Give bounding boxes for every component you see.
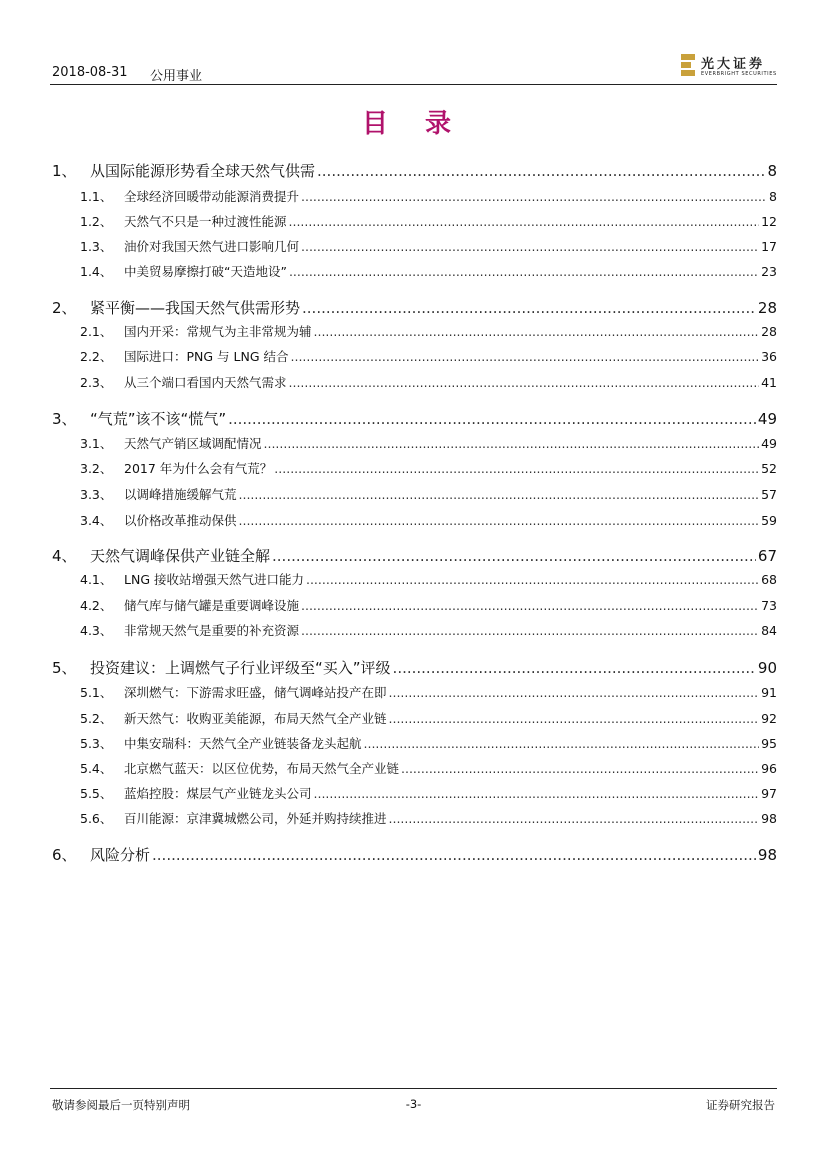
toc-entry-number: 2、 [52,299,77,317]
toc-entry-title: 深圳燃气：下游需求旺盛，储气调峰站投产在即 [124,685,387,700]
everbright-logo [681,52,777,80]
toc-entry-title: 从三个端口看国内天然气需求 [124,375,287,390]
toc-section-entry[interactable] [50,408,777,429]
toc-section-entry[interactable] [50,657,777,678]
toc-entry-page: 52 [761,461,777,476]
toc-entry-number: 5.3、 [80,736,113,751]
page-number: -3- [405,1097,422,1111]
toc-entry-title: 国内开采：常规气为主非常规为辅 [124,324,312,339]
toc-dot-leader [301,598,759,613]
toc-subsection-entry[interactable] [50,347,777,365]
toc-entry-page: 92 [761,711,777,726]
disclaimer-note: 敬请参阅最后一页特别声明 [52,1098,190,1112]
toc-section-entry[interactable] [50,844,777,865]
toc-entry-number: 5.2、 [80,711,113,726]
toc-entry-page: 96 [761,761,777,776]
toc-entry-number: 5.5、 [80,786,113,801]
toc-entry-page: 12 [761,214,777,229]
toc-entry-page: 17 [761,239,777,254]
toc-entry-number: 1.1、 [80,189,113,204]
toc-entry-title: 天然气产销区域调配情况 [124,436,262,451]
toc-entry-title: 新天然气：收购亚美能源，布局天然气全产业链 [124,711,387,726]
toc-entry-number: 3.2、 [80,461,113,476]
toc-dot-leader [364,736,760,751]
toc-entry-page: 98 [761,811,777,826]
toc-entry-title: 蓝焰控股：煤层气产业链龙头公司 [124,786,312,801]
toc-dot-leader [291,349,760,364]
logo-mark-icon [681,54,695,76]
toc-entry-number: 4.2、 [80,598,113,613]
toc-entry-page: 8 [767,162,777,180]
page-header [50,50,777,85]
toc-subsection-entry[interactable] [50,809,777,827]
toc-entry-title: 国际进口：PNG 与 LNG 结合 [124,349,289,364]
toc-subsection-entry[interactable] [50,459,777,477]
toc-section-entry[interactable] [50,160,777,181]
toc-subsection-entry[interactable] [50,511,777,529]
logo-english-name: EVERBRIGHT SECURITIES [701,71,777,77]
toc-section-entry[interactable] [50,297,777,318]
toc-subsection-entry[interactable] [50,683,777,701]
toc-entry-number: 3.1、 [80,436,113,451]
toc-dot-leader [306,572,759,587]
toc-entry-page: 73 [761,598,777,613]
toc-subsection-entry[interactable] [50,373,777,391]
toc-dot-leader [389,685,760,700]
toc-dot-leader [393,659,756,677]
toc-entry-title: “气荒”该不该“慌气” [90,410,227,428]
toc-dot-leader [401,761,759,776]
toc-entry-title: 从国际能源形势看全球天然气供需 [90,162,316,180]
toc-entry-number: 3.3、 [80,487,113,502]
toc-dot-leader [239,513,760,528]
toc-entry-title: 储气库与储气罐是重要调峰设施 [124,598,300,613]
toc-subsection-entry[interactable] [50,322,777,340]
toc-entry-page: 59 [761,513,777,528]
toc-dot-leader [389,811,760,826]
toc-title: 目 录 [361,109,466,139]
toc-subsection-entry[interactable] [50,262,777,280]
toc-entry-page: 91 [761,685,777,700]
toc-entry-title: 风险分析 [90,846,151,864]
toc-subsection-entry[interactable] [50,434,777,452]
toc-dot-leader [301,239,759,254]
toc-entry-title: 投资建议：上调燃气子行业评级至“买入”评级 [90,659,391,677]
toc-dot-leader [289,214,760,229]
toc-entry-page: 84 [761,623,777,638]
toc-dot-leader [239,487,760,502]
toc-entry-number: 5.1、 [80,685,113,700]
report-type: 证券研究报告 [706,1098,775,1112]
report-date: 2018-08-31 [52,65,128,80]
toc-entry-title: 百川能源：京津冀城燃公司，外延并购持续推进 [124,811,387,826]
toc-dot-leader [314,324,760,339]
toc-entry-page: 98 [757,846,777,864]
toc-dot-leader [274,461,759,476]
toc-entry-number: 4、 [52,547,77,565]
toc-dot-leader [314,786,760,801]
toc-entry-number: 2.2、 [80,349,113,364]
toc-entry-page: 90 [757,659,777,677]
toc-entry-number: 3、 [52,410,77,428]
toc-dot-leader [389,711,760,726]
toc-subsection-entry[interactable] [50,621,777,639]
toc-dot-leader [301,623,759,638]
toc-entry-title: 油价对我国天然气进口影响几何 [124,239,300,254]
toc-subsection-entry[interactable] [50,596,777,614]
toc-entry-title: 中美贸易摩擦打破“天造地设” [124,264,287,279]
toc-entry-title: 2017 年为什么会有气荒？ [124,461,273,476]
toc-entry-number: 1.4、 [80,264,113,279]
toc-entry-number: 1、 [52,162,77,180]
toc-entry-number: 5.4、 [80,761,113,776]
toc-subsection-entry[interactable] [50,485,777,503]
toc-entry-page: 57 [761,487,777,502]
toc-entry-number: 2.3、 [80,375,113,390]
logo-chinese-name: 光大证券 [701,57,766,72]
toc-entry-page: 28 [757,299,777,317]
toc-entry-title: 非常规天然气是重要的补充资源 [124,623,300,638]
toc-entry-page: 28 [761,324,777,339]
toc-entry-number: 1.2、 [80,214,113,229]
toc-dot-leader [302,299,756,317]
toc-dot-leader [272,547,756,565]
toc-entry-number: 6、 [52,846,77,864]
toc-section-entry[interactable] [50,545,777,566]
toc-entry-title: 天然气不只是一种过渡性能源 [124,214,287,229]
toc-entry-page: 49 [757,410,777,428]
toc-entry-number: 1.3、 [80,239,113,254]
toc-entry-page: 49 [761,436,777,451]
toc-entry-page: 67 [757,547,777,565]
toc-entry-page: 36 [761,349,777,364]
toc-entry-number: 4.3、 [80,623,113,638]
toc-entry-title: 以调峰措施缓解气荒 [124,487,237,502]
toc-dot-leader [289,375,760,390]
toc-entry-title: LNG 接收站增强天然气进口能力 [124,572,304,587]
toc-subsection-entry[interactable] [50,187,777,205]
toc-dot-leader [152,846,756,864]
toc-entry-page: 95 [761,736,777,751]
toc-dot-leader [264,436,760,451]
toc-entry-page: 68 [761,572,777,587]
toc-entry-number: 5、 [52,659,77,677]
toc-dot-leader [289,264,759,279]
toc-subsection-entry[interactable] [50,759,777,777]
page-footer [50,1088,777,1112]
report-sector: 公用事业 [150,69,203,84]
toc-entry-title: 天然气调峰保供产业链全解 [90,547,271,565]
toc-entry-title: 紧平衡——我国天然气供需形势 [90,299,301,317]
toc-entry-page: 97 [761,786,777,801]
toc-entry-number: 4.1、 [80,572,113,587]
toc-dot-leader [228,410,756,428]
toc-entry-page: 8 [769,189,777,204]
toc-subsection-entry[interactable] [50,237,777,255]
toc-subsection-entry[interactable] [50,212,777,230]
toc-entry-title: 全球经济回暖带动能源消费提升 [124,189,300,204]
toc-subsection-entry[interactable] [50,570,777,588]
toc-entry-title: 中集安瑞科：天然气全产业链装备龙头起航 [124,736,362,751]
toc-entry-number: 3.4、 [80,513,113,528]
toc-subsection-entry[interactable] [50,784,777,802]
toc-dot-leader [301,189,767,204]
toc-entry-page: 41 [761,375,777,390]
toc-entry-number: 2.1、 [80,324,113,339]
toc-entry-page: 23 [761,264,777,279]
toc-subsection-entry[interactable] [50,709,777,727]
toc-entry-title: 以价格改革推动保供 [124,513,237,528]
toc-entry-number: 5.6、 [80,811,113,826]
toc-dot-leader [317,162,765,180]
toc-entry-title: 北京燃气蓝天：以区位优势，布局天然气全产业链 [124,761,400,776]
toc-subsection-entry[interactable] [50,734,777,752]
